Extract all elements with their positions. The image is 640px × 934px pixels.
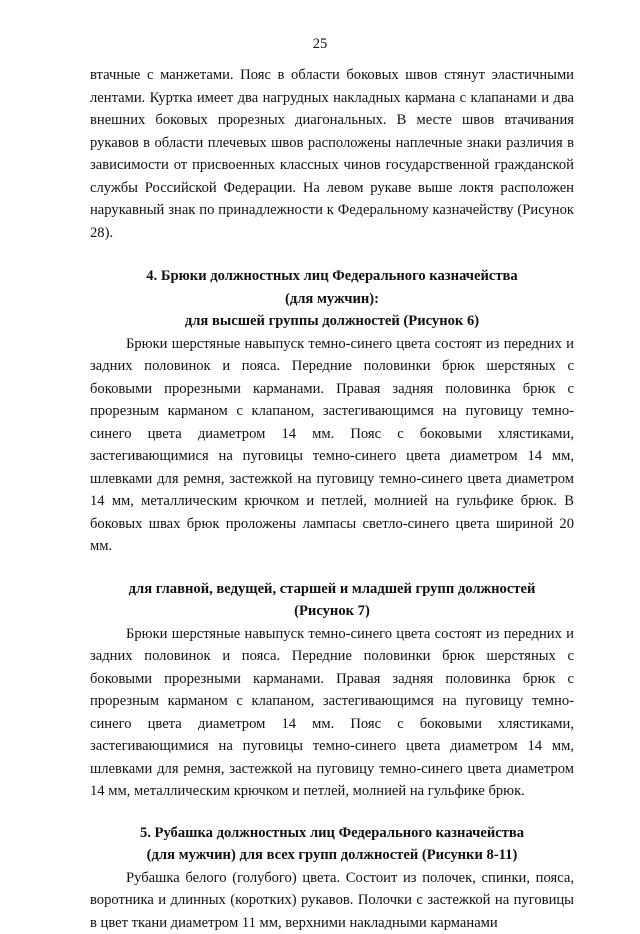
heading-line: 5. Рубашка должностных лиц Федерального казначейства [90, 822, 574, 845]
heading-line: для главной, ведущей, старшей и младшей групп должностей [90, 578, 574, 601]
section-heading-trousers [90, 265, 574, 333]
page-number: 25 [0, 36, 640, 53]
heading-line: (для мужчин): [90, 288, 574, 311]
subheading-highest-group: для высшей группы должностей (Рисунок 6) [90, 310, 574, 333]
section-spacer [90, 244, 574, 265]
subheading-other-groups [90, 578, 574, 623]
paragraph-jacket-continuation: втачные с манжетами. Пояс в области боковых швов стянут эластичными лентами. Куртка имеет два нагрудных накладных кармана с клапанами и два внешних боковых прорезных диагональных. В месте швов втачивания рукавов в области плечевых швов расположены наплечные знаки различия в зависимости от присвоенных классных чинов государственной гражданской службы Российской Федерации. На левом рукаве выше локтя расположен нарукавный знак по принадлежности к Федеральному казначейству (Рисунок 28). [90, 64, 574, 244]
paragraph-trousers-other-groups: Брюки шерстяные навыпуск темно-синего цвета состоят из передних и задних половинок и пояса. Передние половинки брюк шерстяных с боковыми прорезными карманами. Правая задняя половинка брюк с прорезным карманом с клапаном, застегивающимся на пуговицу темно-синего цвета диаметром 14 мм. Пояс с боковыми хлястиками, застегивающимися на пуговицы темно-синего цвета диаметром 14 мм, шлевками для ремня, застежкой на пуговицу темно-синего цвета диаметром 14 мм, металлическим крючком и петлей, молнией на гульфике брюк. [90, 623, 574, 803]
section-heading-shirt [90, 822, 574, 867]
paragraph-shirt: Рубашка белого (голубого) цвета. Состоит из полочек, спинки, пояса, воротника и длинных (коротких) рукавов. Полочки с застежкой на пуговицы в цвет ткани диаметром 11 мм, верхними накладными карманами [90, 867, 574, 934]
heading-line: (для мужчин) для всех групп должностей (Рисунки 8-11) [90, 844, 574, 867]
section-spacer [90, 558, 574, 578]
heading-line: 4. Брюки должностных лиц Федерального казначейства [90, 265, 574, 288]
heading-line: (Рисунок 7) [90, 600, 574, 623]
paragraph-trousers-highest-group: Брюки шерстяные навыпуск темно-синего цвета состоят из передних и задних половинок и пояса. Передние половинки брюк шерстяных с боковыми прорезными карманами. Правая задняя половинка брюк с прорезным карманом с клапаном, застегивающимся на пуговицу темно-синего цвета диаметром 14 мм. Пояс с боковыми хлястиками, застегивающимися на пуговицы темно-синего цвета диаметром 14 мм, шлевками для ремня, застежкой на пуговицу темно-синего цвета диаметром 14 мм, металлическим крючком и петлей, молнией на гульфике брюк. В боковых швах брюк проложены лампасы светло-синего цвета шириной 20 мм. [90, 333, 574, 558]
section-spacer [90, 803, 574, 822]
document-body [90, 64, 574, 934]
